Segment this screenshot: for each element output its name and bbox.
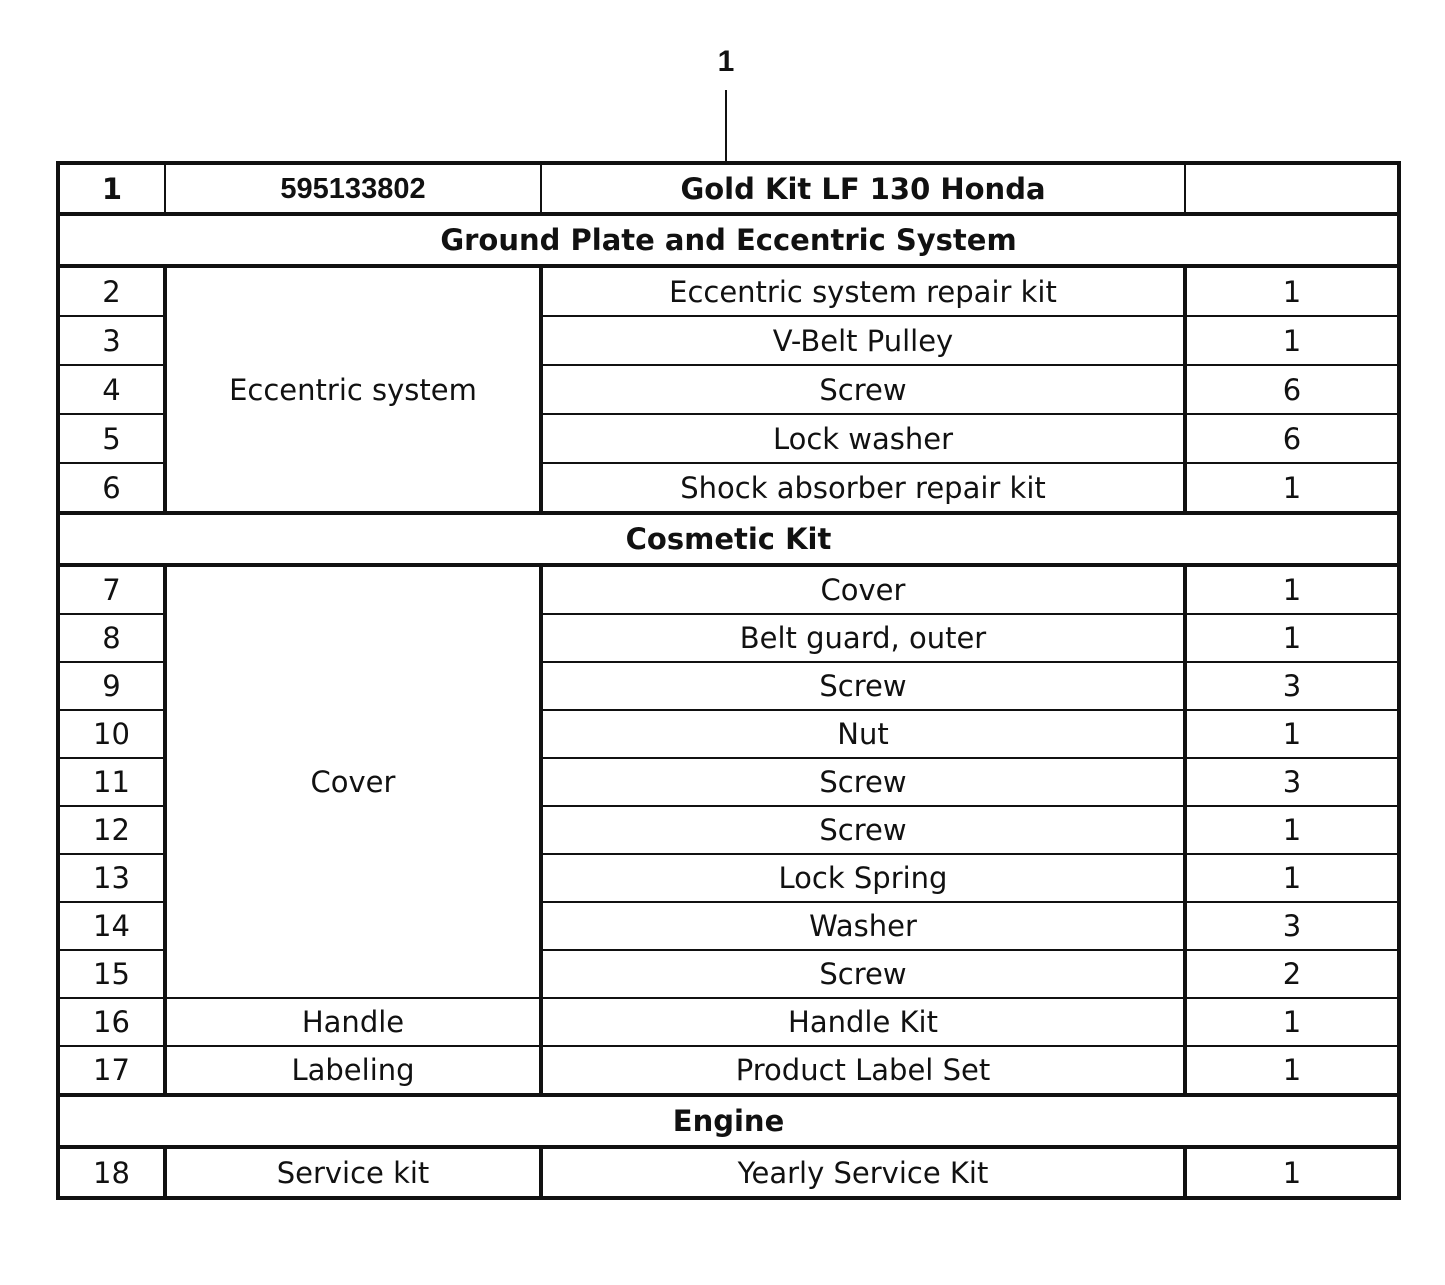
item-qty: 3 [1185, 902, 1399, 950]
item-description: Nut [541, 710, 1185, 758]
group-name: Labeling [165, 1046, 541, 1095]
item-qty: 6 [1185, 414, 1399, 463]
item-description: Lock washer [541, 414, 1185, 463]
item-qty: 3 [1185, 662, 1399, 710]
table-row [58, 565, 1399, 614]
item-description: Eccentric system repair kit [541, 266, 1185, 316]
item-description: Cover [541, 565, 1185, 614]
item-pos: 16 [58, 998, 165, 1046]
item-description: V-Belt Pulley [541, 316, 1185, 365]
item-description: Screw [541, 662, 1185, 710]
item-pos: 12 [58, 806, 165, 854]
item-pos: 9 [58, 662, 165, 710]
item-description: Yearly Service Kit [541, 1147, 1185, 1198]
item-pos: 8 [58, 614, 165, 662]
item-qty: 2 [1185, 950, 1399, 998]
item-description: Belt guard, outer [541, 614, 1185, 662]
group-name: Handle [165, 998, 541, 1046]
table-row [58, 266, 1399, 316]
item-description: Lock Spring [541, 854, 1185, 902]
item-pos: 18 [58, 1147, 165, 1198]
callout-leader-line [725, 90, 727, 163]
item-qty: 1 [1185, 998, 1399, 1046]
item-pos: 4 [58, 365, 165, 414]
item-pos: 11 [58, 758, 165, 806]
item-pos: 17 [58, 1046, 165, 1095]
item-qty: 1 [1185, 316, 1399, 365]
item-description: Handle Kit [541, 998, 1185, 1046]
table-row [58, 998, 1399, 1046]
item-qty: 1 [1185, 710, 1399, 758]
kit-pos: 1 [58, 163, 165, 214]
item-qty: 1 [1185, 854, 1399, 902]
item-description: Screw [541, 950, 1185, 998]
item-qty: 3 [1185, 758, 1399, 806]
item-pos: 2 [58, 266, 165, 316]
item-qty: 1 [1185, 1147, 1399, 1198]
item-pos: 10 [58, 710, 165, 758]
group-name: Eccentric system [165, 266, 541, 513]
item-description: Shock absorber repair kit [541, 463, 1185, 513]
item-qty: 1 [1185, 1046, 1399, 1095]
item-qty: 1 [1185, 565, 1399, 614]
table-row [58, 1046, 1399, 1095]
section-header-row [58, 214, 1399, 266]
item-description: Washer [541, 902, 1185, 950]
item-qty: 1 [1185, 266, 1399, 316]
table-row [58, 1147, 1399, 1198]
item-description: Screw [541, 806, 1185, 854]
item-pos: 14 [58, 902, 165, 950]
item-description: Screw [541, 365, 1185, 414]
item-qty: 1 [1185, 463, 1399, 513]
item-pos: 6 [58, 463, 165, 513]
item-pos: 7 [58, 565, 165, 614]
section-title: Engine [58, 1095, 1399, 1147]
item-pos: 15 [58, 950, 165, 998]
section-title: Cosmetic Kit [58, 513, 1399, 565]
item-qty: 1 [1185, 806, 1399, 854]
kit-description: Gold Kit LF 130 Honda [541, 163, 1185, 214]
item-qty: 1 [1185, 614, 1399, 662]
section-header-row [58, 1095, 1399, 1147]
parts-table [56, 161, 1401, 1200]
callout-number: 1 [717, 45, 735, 78]
kit-header-row [58, 163, 1399, 214]
item-description: Product Label Set [541, 1046, 1185, 1095]
group-name: Cover [165, 565, 541, 998]
item-pos: 13 [58, 854, 165, 902]
parts-table-body [58, 163, 1399, 1198]
item-pos: 3 [58, 316, 165, 365]
item-qty: 6 [1185, 365, 1399, 414]
section-header-row [58, 513, 1399, 565]
group-name: Service kit [165, 1147, 541, 1198]
kit-part-number: 595133802 [165, 163, 541, 214]
kit-qty [1185, 163, 1399, 214]
section-title: Ground Plate and Eccentric System [58, 214, 1399, 266]
item-pos: 5 [58, 414, 165, 463]
item-description: Screw [541, 758, 1185, 806]
